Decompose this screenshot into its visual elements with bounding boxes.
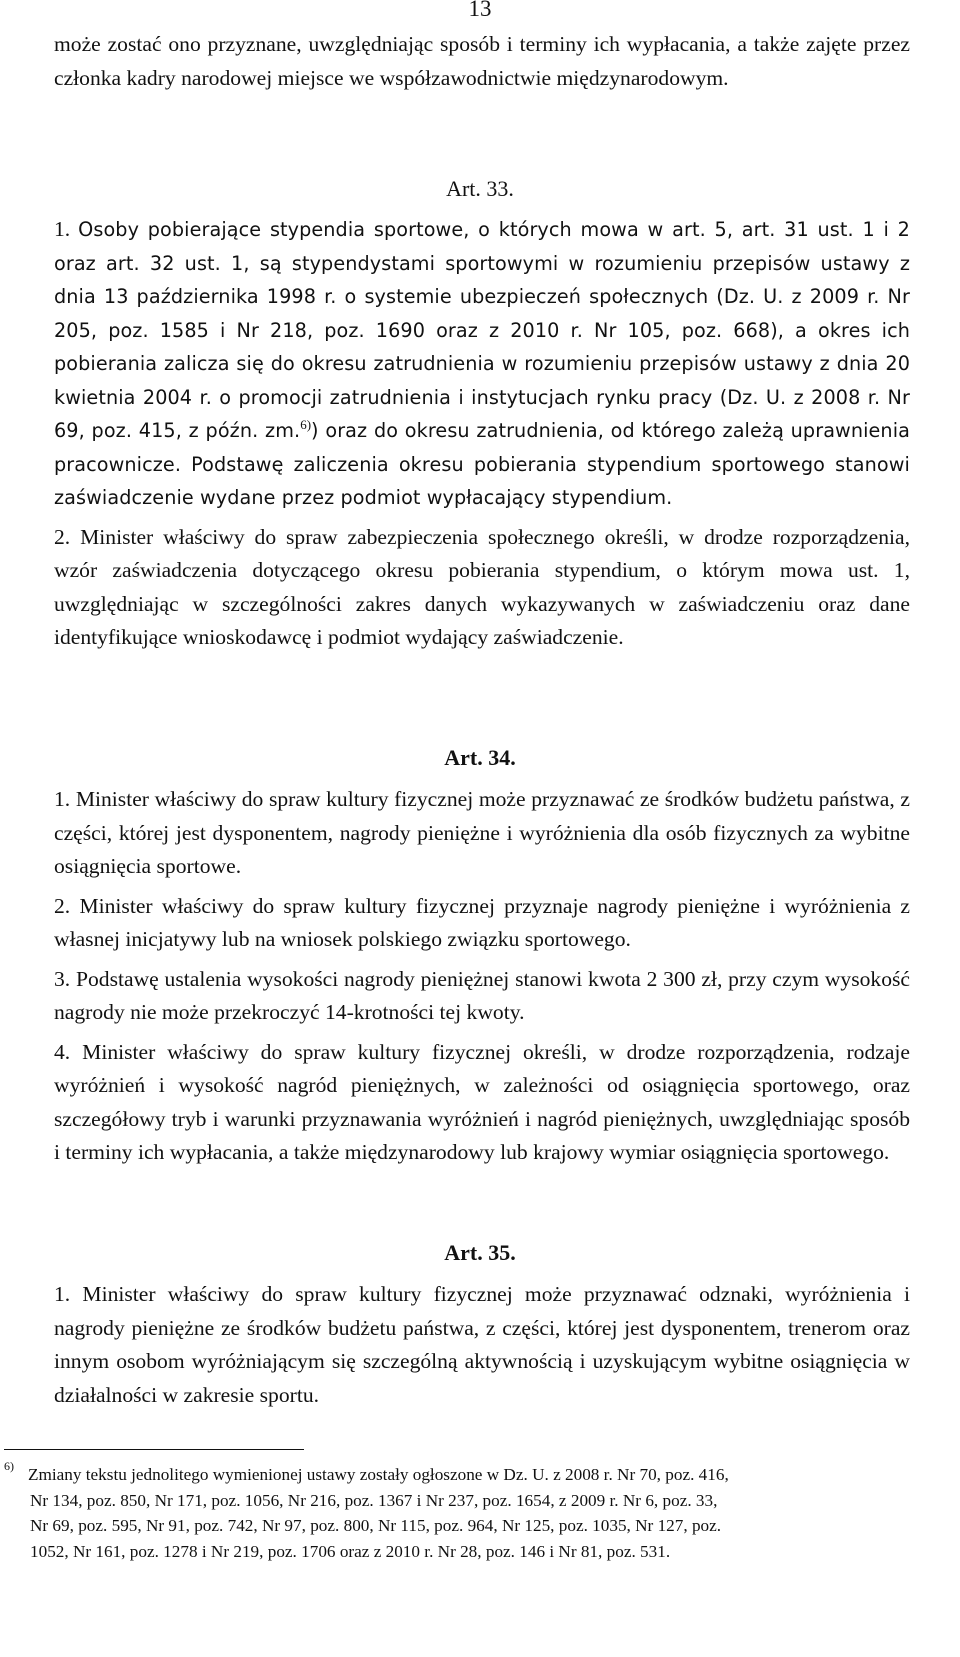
art-34-section	[54, 783, 910, 1176]
paragraph-text-continued: ) oraz do okresu zatrudnienia, od którego zależą uprawnienia pracownicze. Podstawę zaliczenia okresu pobierania stypendium sportowego stanowi zaświadczenie wydane przez podmiot wypłacający stypendium.	[54, 419, 910, 509]
footnote-body	[28, 1462, 906, 1564]
art-33-section	[54, 213, 910, 661]
paragraph-number: 2.	[54, 893, 71, 918]
footnote-divider	[4, 1449, 304, 1450]
page-number: 13	[468, 0, 492, 21]
paragraph-number: 1.	[54, 217, 71, 241]
paragraph-text: Podstawę ustalenia wysokości nagrody pieniężnej stanowi kwota 2 300 zł, przy czym wysokość nagrody nie może przekroczyć 14-krotności tej kwoty.	[54, 966, 910, 1024]
paragraph-text: Minister właściwy do spraw kultury fizycznej przyznaje nagrody pieniężne i wyróżnienia z własnej inicjatywy lub na wniosek polskiego związku sportowego.	[54, 893, 910, 951]
footnote-marker: 6)	[4, 1459, 14, 1473]
paragraph-number: 3.	[54, 966, 71, 991]
art-35-heading: Art. 35.	[444, 1240, 516, 1265]
paragraph-number: 2.	[54, 524, 71, 549]
art-33-heading: Art. 33.	[446, 176, 514, 201]
art-35-section	[54, 1278, 910, 1418]
footnote	[4, 1459, 906, 1564]
art-33-paragraph-1	[54, 213, 910, 515]
paragraph-number: 1.	[54, 1282, 71, 1306]
intro-paragraph	[54, 28, 910, 95]
art-33-paragraph-2	[54, 521, 910, 655]
footnote-line: Zmiany tekstu jednolitego wymienionej ustawy zostały ogłoszone w Dz. U. z 2008 r. Nr 70, poz. 416,	[28, 1465, 729, 1484]
paragraph-text: Minister właściwy do spraw kultury fizycznej może przyznawać odznaki, wyróżnienia i nagrody pieniężne ze środków budżetu państwa, z części, której jest dysponentem, trenerom oraz innym osobom wyróżniającym się szczególną aktywnością i uzyskującym wybitne osiągnięcia w działalności w zakresie sportu.	[54, 1282, 910, 1407]
paragraph-number: 4.	[54, 1039, 71, 1064]
art-34-heading: Art. 34.	[444, 745, 516, 770]
paragraph-text: Minister właściwy do spraw kultury fizycznej określi, w drodze rozporządzenia, rodzaje wyróżnień i wysokość nagród pieniężnych, w zależności od osiągnięcia sportowego, oraz szczegółowy tryb i warunki przyznawania wyróżnień i nagród pieniężnych, uwzględniając sposób i terminy ich wypłacania, a także międzynarodowy lub krajowy wymiar osiągnięcia sportowego.	[54, 1039, 910, 1164]
art-34-paragraph-1	[54, 783, 910, 884]
footnote-line: Nr 134, poz. 850, Nr 171, poz. 1056, Nr 216, poz. 1367 i Nr 237, poz. 1654, z 2009 r. Nr 6, poz. 33,	[30, 1490, 718, 1510]
footnote-line: 1052, Nr 161, poz. 1278 i Nr 219, poz. 1706 oraz z 2010 r. Nr 28, poz. 146 i Nr 81, poz. 531.	[30, 1541, 671, 1561]
paragraph-text: Minister właściwy do spraw zabezpieczenia społecznego określi, w drodze rozporządzenia, wzór zaświadczenia dotyczącego okresu pobierania stypendium, o którym mowa ust. 1, uwzględniając w szczególności zakres danych wykazywanych w zaświadczeniu oraz dane identyfikujące wnioskodawcę i podmiot wydający zaświadczenie.	[54, 524, 910, 649]
paragraph-number: 1.	[54, 787, 71, 811]
art-35-paragraph-1	[54, 1278, 910, 1412]
intro-text: może zostać ono przyznane, uwzględniając sposób i terminy ich wypłacania, a także zajęte przez członka kadry narodowej miejsce we współzawodnictwie międzynarodowym.	[54, 32, 910, 90]
footnote-line: Nr 69, poz. 595, Nr 91, poz. 742, Nr 97, poz. 800, Nr 115, poz. 964, Nr 125, poz. 1035, Nr 127, poz.	[30, 1516, 722, 1535]
art-34-paragraph-2	[54, 890, 910, 957]
paragraph-text: Minister właściwy do spraw kultury fizycznej może przyznawać ze środków budżetu państwa, z części, której jest dysponentem, nagrody pieniężne i wyróżnienia dla osób fizycznych za wybitne osiągnięcia sportowe.	[54, 787, 910, 878]
art-34-paragraph-3	[54, 963, 910, 1030]
art-34-paragraph-4	[54, 1036, 910, 1170]
footnote-reference: 6)	[300, 416, 312, 432]
paragraph-text: Osoby pobierające stypendia sportowe, o których mowa w art. 5, art. 31 ust. 1 i 2 oraz art. 32 ust. 1, są stypendystami sportowymi w rozumieniu przepisów ustawy z dnia 13 października 1998 r. o systemie ubezpieczeń społecznych (Dz. U. z 2009 r. Nr 205, poz. 1585 i Nr 218, poz. 1690 oraz z 2010 r. Nr 105, poz. 668), a okres ich pobierania zalicza się do okresu zatrudnienia w rozumieniu przepisów ustawy z dnia 20 kwietnia 2004 r. o promocji zatrudnienia i instytucjach rynku pracy (Dz. U. z 2008 r. Nr 69, poz. 415, z późn. zm.	[54, 218, 910, 442]
